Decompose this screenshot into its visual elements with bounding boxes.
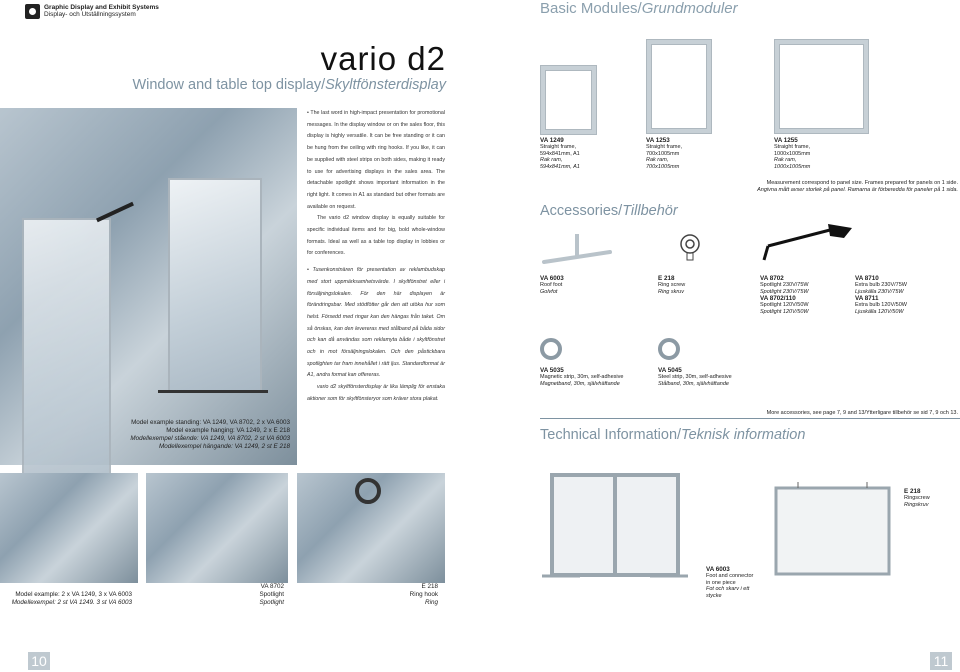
page-number-right: 11 [930, 652, 952, 670]
spec-line: 594x841mm, A1 [540, 163, 580, 170]
tech-va6003-label [706, 566, 753, 599]
section-title [540, 0, 738, 17]
spec-line: Foot and connector [706, 573, 754, 579]
section-title-en: Basic Modules/ [540, 0, 642, 17]
spec-line: 700x1005mm [646, 150, 680, 157]
technical-info-title [540, 427, 805, 443]
roof-foot-image [540, 232, 615, 267]
spotlight-photo [96, 202, 134, 223]
frame-va1255-image [775, 40, 868, 133]
steel-strip-roll-image [658, 338, 680, 360]
caption-line: Model example: 2 x VA 1249, 3 x VA 6003 [15, 591, 132, 598]
spec-line: 1000x1005mm [774, 163, 811, 170]
accessory-va8710 [855, 275, 907, 315]
product-code: VA 8702 [760, 275, 784, 282]
product-code: VA 1255 [774, 137, 798, 144]
body-sv-paragraph: vario d2 skyltfönsterdisplay är lika lämplig för enstaka aktioner som för skyltfönsteryor som kräver stora plakat. [307, 384, 445, 402]
spec-line: Extra bulb 120V/50W [855, 302, 907, 309]
spec-line: Spotlight 120V/50W [760, 302, 809, 309]
spec-line: Ringskruv [904, 501, 929, 508]
spotlight-closeup-photo [146, 473, 288, 583]
spec-line: Golvfot [540, 288, 558, 295]
product-code: VA 5035 [540, 367, 564, 374]
product-code: E 218 [904, 488, 921, 495]
accessory-e218 [658, 275, 685, 295]
spec-line: Straight frame, [540, 144, 577, 150]
spec-line: Extra bulb 230V/75W [855, 282, 907, 288]
spotlight-image [760, 222, 855, 262]
example-caption [0, 591, 132, 607]
ring-hook-photo [355, 478, 381, 504]
caption-line: Ring [425, 599, 438, 606]
spec-line: Fot och skarv i ett [706, 586, 750, 593]
product-code: VA 1253 [646, 137, 670, 144]
body-copy [307, 108, 445, 406]
more-accessories-note: More accessories, see page 7, 9 and 13/Ytterligare tillbehör se sid 7, 9 och 13. [766, 410, 958, 416]
product-code: VA 1249 [540, 137, 564, 144]
measurement-note [690, 180, 958, 193]
spec-line: Steel strip, 30m, self-adhesive [658, 374, 732, 380]
spec-line: Spotlight 230V/75W [760, 282, 809, 288]
standing-panel-photo [168, 178, 262, 392]
spec-line: Ring screw [658, 282, 686, 288]
spec-line: Straight frame, [646, 144, 683, 150]
spec-line: Roof foot [540, 282, 563, 288]
frame-va1249-image [541, 66, 596, 134]
ring-screw-image [678, 233, 702, 263]
main-product-photo [0, 108, 297, 465]
spec-line: Ring skruv [658, 288, 684, 295]
accessory-va6003 [540, 275, 564, 295]
floor-foot-photo [158, 390, 268, 393]
technical-hanging-drawing [770, 482, 895, 580]
body-en-paragraph: • The last word in high-impact presentation for promotional messages. In the display window or on the sales floor, this display is highly versatile. It can be free standing or it can be hung from the ceiling with ring hooks. If you like, it can be supplied with steel strips on both sides, making it ready to use for advertising displays in the sales area. The detachable spotlight shows important information in the right light. It comes in A1 as standard but other formats are available on request. [307, 110, 445, 210]
spec-line: 1000x1005mm [774, 150, 811, 157]
frame-va1253-spec [646, 137, 682, 170]
caption-line: Modellexempel hängande: VA 1249, 2 st E 218 [158, 443, 290, 450]
technical-frame-drawing [540, 472, 690, 582]
spec-line: Stålband, 30m, självhäftande [658, 380, 729, 387]
spec-line: Straight frame, [774, 144, 811, 150]
caption-line: E 218 [421, 583, 438, 590]
spec-line: in one piece [706, 579, 736, 586]
example-photo [0, 473, 138, 583]
spec-line: Ringscrew [904, 495, 930, 501]
tech-title-sv: Teknisk information [681, 427, 806, 443]
caption-line: Model example standing: VA 1249, VA 8702, 2 x VA 6003 [131, 419, 290, 426]
tech-e218-label [904, 488, 930, 508]
caption-line: Ring hook [409, 591, 438, 598]
product-code: VA 6003 [706, 566, 730, 573]
page-number-left: 10 [28, 652, 50, 670]
hanging-panel-photo [22, 218, 111, 507]
spec-line: 594x841mm, A1 [540, 150, 580, 157]
caption-line: Modellexempel stående: VA 1249, VA 8702, 2 st VA 6003 [130, 435, 290, 442]
note-line: Measurement correspond to panel size. Frames prepared for panels on 1 side. [766, 180, 958, 186]
note-line: Angivna mått avser storlek på panel. Ramarna är förberedda för paneler på 1 sida. [757, 186, 958, 193]
product-code: VA 8702/110 [760, 295, 796, 303]
product-code: VA 6003 [540, 275, 564, 282]
brand-line-2: Display- och Utställningssystem [44, 11, 136, 18]
accessory-va8702 [760, 275, 809, 315]
accessories-title [540, 203, 678, 219]
body-en-paragraph: The vario d2 window display is equally suitable for specific individual items and for big, bold whole-window formats. Ideal as well as a table top display in lobbies or for conferences. [307, 215, 445, 257]
product-code: VA 8710 [855, 275, 879, 282]
body-sv-paragraph: • Tusenkonstnären för presentation av reklambudskap med stort uppmärksamhetsvärde. I skyltfönstret eller i försäljningslokalen. För den här displayen är förändringsbar. Med stödfötter går den att utöka hur som helst. Försedd med ringar kan den hängas från taket. Om så önskas, kan den levereras med stålband på båda sidor och kan då användas som reklamyta både i skyltfönstret och in mot försäljningslokalen. Och den påstickbara spotlighten tar fram innehållet i rätt ljus. Standardformat är A1, andra format kan offereras. [307, 267, 445, 379]
spec-line: 700x1005mm [646, 163, 680, 170]
spec-line: Ljuskälla 230V/75W [855, 288, 904, 295]
caption-line: Spotlight [259, 591, 284, 598]
spec-line: Rak ram, [540, 157, 563, 164]
product-code: E 218 [658, 275, 675, 282]
accessories-title-en: Accessories/ [540, 203, 623, 219]
accessories-title-sv: Tillbehör [622, 203, 678, 219]
frame-va1249-spec [540, 137, 580, 170]
spec-line: Ljuskälla 120V/50W [855, 308, 904, 315]
caption-line: Modellexempel: 2 st VA 1249. 3 st VA 6003 [11, 599, 132, 606]
spec-line: Magnetband, 30m, självhäftande [540, 380, 620, 387]
main-photo-caption [60, 419, 290, 451]
va8702-caption [200, 583, 284, 607]
divider [540, 418, 960, 419]
product-code: VA 5045 [658, 367, 682, 374]
brand-line-1: Graphic Display and Exhibit Systems [44, 4, 159, 11]
caption-line: Model example hanging: VA 1249, 2 x E 218 [166, 427, 290, 434]
caption-line: VA 8702 [260, 583, 284, 590]
spec-line: Spotlight 120V/50W [760, 308, 809, 315]
section-title-sv: Grundmoduler [641, 0, 738, 17]
spec-line: Rak ram, [774, 157, 797, 164]
product-subtitle [54, 77, 446, 93]
strip-va5035 [540, 367, 623, 387]
product-code: VA 8711 [855, 295, 879, 303]
e218-caption [360, 583, 438, 607]
product-title: vario d2 [320, 40, 446, 77]
frame-va1253-image [647, 40, 711, 133]
caption-line: Spotlight [259, 599, 284, 606]
spec-line: Rak ram, [646, 157, 669, 164]
spec-line: stycke [706, 592, 722, 599]
frame-va1255-spec [774, 137, 810, 170]
subtitle-en: Window and table top display/ [132, 77, 326, 93]
spec-line: Magnetic strip, 30m, self-adhesive [540, 374, 624, 380]
brand-logo [25, 4, 40, 19]
strip-va5045 [658, 367, 732, 387]
tech-title-en: Technical Information/ [540, 427, 682, 443]
spec-line: Spotlight 230V/75W [760, 288, 809, 295]
magnetic-strip-roll-image [540, 338, 562, 360]
subtitle-sv: Skyltfönsterdisplay [325, 77, 446, 93]
ring-hook-closeup-photo [297, 473, 445, 583]
